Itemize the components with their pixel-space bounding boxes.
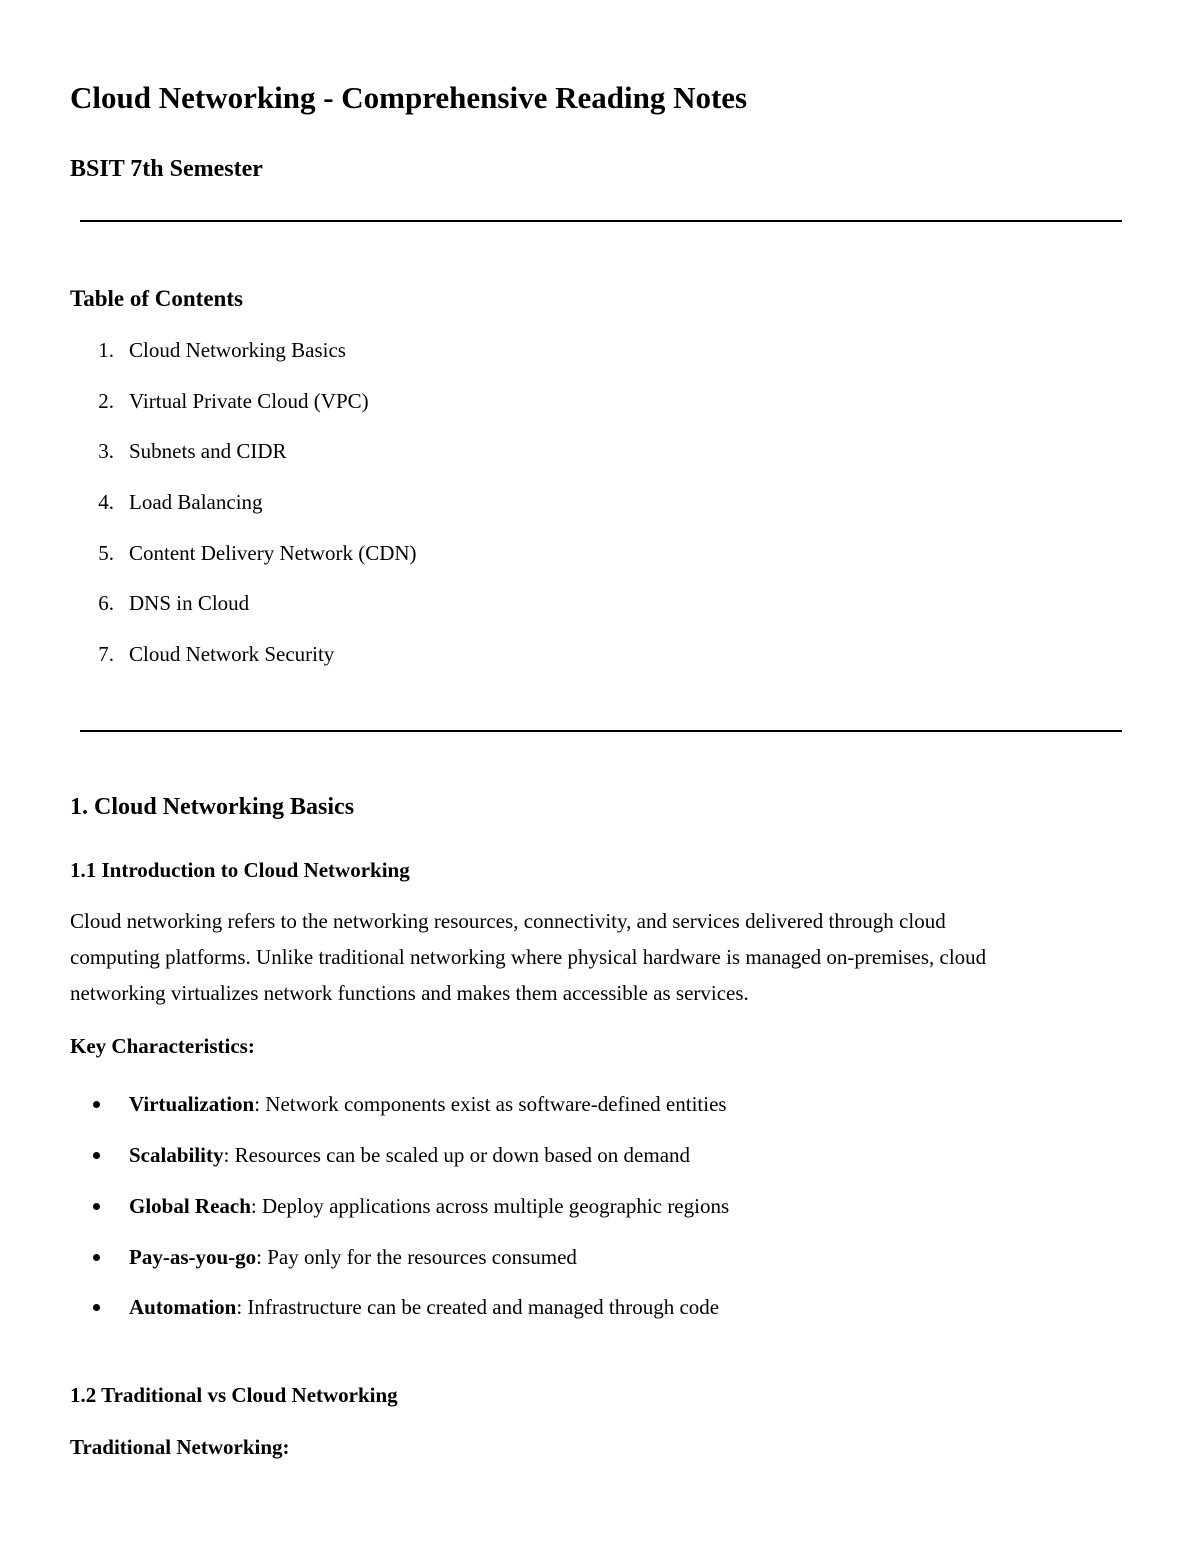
bullet-icon: [93, 1152, 100, 1159]
toc-item-label: Load Balancing: [129, 490, 263, 514]
list-item: [0, 1140, 1200, 1170]
list-item: [0, 1292, 1200, 1322]
list-item: [0, 1089, 1200, 1119]
toc-item[interactable]: [0, 639, 1200, 669]
characteristic-desc: : Deploy applications across multiple geographic regions: [250, 1194, 730, 1218]
characteristic-desc: : Network components exist as software-defined entities: [254, 1092, 727, 1116]
toc-item-label: Content Delivery Network (CDN): [129, 541, 417, 565]
toc-item-label: Cloud Networking Basics: [129, 338, 346, 362]
horizontal-divider: [80, 730, 1122, 732]
document-subtitle: BSIT 7th Semester: [70, 156, 263, 182]
toc-item[interactable]: [0, 335, 1200, 365]
toc-item-number: 4.: [98, 490, 114, 514]
horizontal-divider: [80, 220, 1122, 222]
characteristic-term: Automation: [129, 1295, 237, 1319]
bullet-icon: [93, 1254, 100, 1261]
characteristic-term: Pay-as-you-go: [129, 1245, 257, 1269]
key-characteristics-label: Key Characteristics:: [70, 1034, 255, 1058]
toc-item-label: Virtual Private Cloud (VPC): [129, 389, 369, 413]
bullet-icon: [93, 1304, 100, 1311]
toc-item[interactable]: [0, 538, 1200, 568]
paragraph-line: computing platforms. Unlike traditional networking where physical hardware is managed on-premises, cloud: [70, 945, 987, 969]
toc-item-number: 2.: [98, 389, 114, 413]
toc-item-number: 1.: [98, 338, 114, 362]
toc-heading: Table of Contents: [70, 286, 243, 311]
toc-item-number: 6.: [98, 591, 114, 615]
paragraph-line: networking virtualizes network functions and makes them accessible as services.: [70, 981, 749, 1005]
characteristic-desc: : Resources can be scaled up or down based on demand: [223, 1143, 691, 1167]
characteristic-desc: : Pay only for the resources consumed: [256, 1245, 577, 1269]
bullet-icon: [93, 1101, 100, 1108]
toc-item[interactable]: [0, 436, 1200, 466]
intro-paragraph: [70, 903, 1130, 1011]
toc-item-number: 7.: [98, 642, 114, 666]
characteristic-term: Virtualization: [129, 1092, 255, 1116]
paragraph-line: Cloud networking refers to the networking resources, connectivity, and services delivered through cloud: [70, 909, 946, 933]
toc-item-number: 3.: [98, 439, 114, 463]
subsection-heading: 1.2 Traditional vs Cloud Networking: [70, 1383, 398, 1407]
list-item: [0, 1191, 1200, 1221]
toc-item-label: Cloud Network Security: [129, 642, 335, 666]
characteristic-term: Scalability: [129, 1143, 224, 1167]
list-item: [0, 1242, 1200, 1272]
toc-item-label: DNS in Cloud: [129, 591, 250, 615]
toc-item[interactable]: [0, 588, 1200, 618]
toc-item-label: Subnets and CIDR: [129, 439, 287, 463]
toc-item[interactable]: [0, 386, 1200, 416]
document-title: Cloud Networking - Comprehensive Reading Notes: [70, 80, 748, 115]
characteristic-term: Global Reach: [129, 1194, 251, 1218]
toc-item-number: 5.: [98, 541, 114, 565]
traditional-networking-label: Traditional Networking:: [70, 1435, 290, 1459]
subsection-heading: 1.1 Introduction to Cloud Networking: [70, 858, 410, 882]
section-heading: 1. Cloud Networking Basics: [70, 794, 355, 820]
toc-item[interactable]: [0, 487, 1200, 517]
characteristic-desc: : Infrastructure can be created and managed through code: [236, 1295, 720, 1319]
bullet-icon: [93, 1203, 100, 1210]
